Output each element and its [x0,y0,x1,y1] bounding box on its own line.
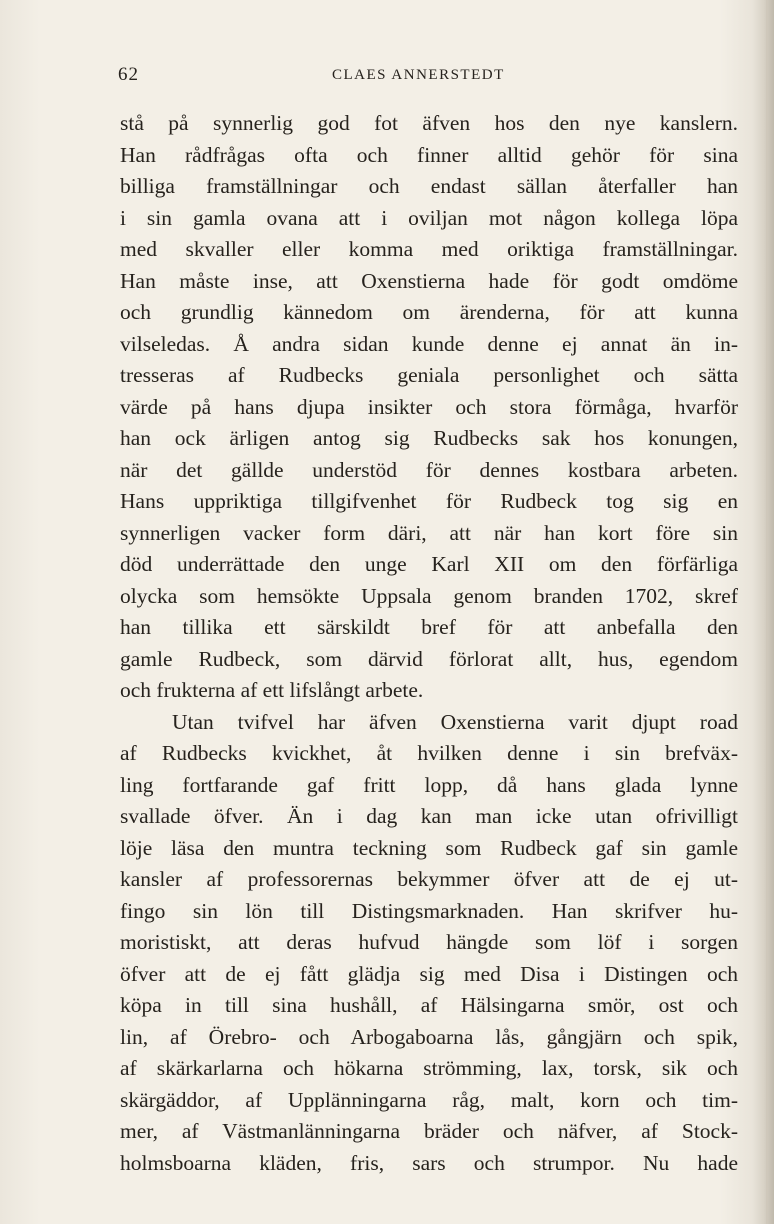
text-line: kansler af professorernas bekymmer öfver att de ej ut- [120,867,738,891]
text-line: Han måste inse, att Oxenstierna hade för godt omdöme [120,268,738,293]
text-line: och frukterna af ett lifslångt arbete. [120,678,424,702]
text-line: olycka som hemsökte Uppsala genom branden 1702, skref [120,583,738,608]
text-line: vilseledas. Å andra sidan kunde denne ej annat än in- [120,331,738,356]
text-line: synnerligen vacker form däri, att när han kort före sin [120,520,738,545]
text-line: mer, af Västmanlänningarna bräder och näfver, af Stock- [120,1119,738,1143]
page-number: 62 [118,64,139,85]
text-line: billiga framställningar och endast sällan återfaller han [120,174,738,198]
text-line: han ock ärligen antog sig Rudbecks sak hos konungen, [120,426,738,450]
text-line: moristiskt, att deras hufvud hängde som löf i sorgen [120,930,738,954]
body-text [120,108,738,1179]
text-line: gamle Rudbeck, som därvid förlorat allt, hus, egendom [120,646,738,671]
text-line: ling fortfarande gaf fritt lopp, då hans glada lynne [120,772,738,797]
text-line: holmsboarna kläden, fris, sars och strumpor. Nu hade [120,1150,738,1175]
text-line: han tillika ett särskildt bref för att anbefalla den [120,615,738,639]
text-line: död underrättade den unge Karl XII om den förfärliga [120,552,738,576]
text-line: stå på synnerlig god fot äfven hos den nye kanslern. [120,111,738,135]
text-line: Han rådfrågas ofta och finner alltid gehör för sina [120,142,738,167]
text-line: lin, af Örebro- och Arbogaboarna lås, gångjärn och spik, [120,1024,738,1049]
text-line: värde på hans djupa insikter och stora förmåga, hvarför [120,394,738,419]
text-line: och grundlig kännedom om ärenderna, för att kunna [120,300,738,324]
text-line: köpa in till sina hushåll, af Hälsingarna smör, ost och [120,993,738,1017]
page-edge [766,0,768,1224]
page-header [118,64,738,88]
text-line: fingo sin lön till Distingsmarknaden. Han skrifver hu- [120,898,738,923]
text-line: tresseras af Rudbecks geniala personlighet och sätta [120,363,738,387]
text-line: öfver att de ej fått glädja sig med Disa i Distingen och [120,961,738,986]
text-line: när det gällde understöd för dennes kostbara arbeten. [120,457,738,482]
running-head: CLAES ANNERSTEDT [332,67,505,83]
text-line: af skärkarlarna och hökarna strömming, lax, torsk, sik och [120,1056,738,1080]
text-line: i sin gamla ovana att i oviljan mot någon kollega löpa [120,205,738,230]
text-line: af Rudbecks kvickhet, åt hvilken denne i sin brefväx- [120,741,738,765]
text-line: löje läsa den muntra teckning som Rudbeck gaf sin gamle [120,835,738,860]
text-line: Utan tvifvel har äfven Oxenstierna varit djupt road [172,709,738,734]
text-line: svallade öfver. Än i dag kan man icke utan ofrivilligt [120,804,738,828]
text-line: skärgäddor, af Upplänningarna råg, malt, korn och tim- [120,1087,738,1112]
text-line: Hans uppriktiga tillgifvenhet för Rudbeck tog sig en [120,489,738,513]
text-line: med skvaller eller komma med oriktiga framställningar. [120,237,738,261]
